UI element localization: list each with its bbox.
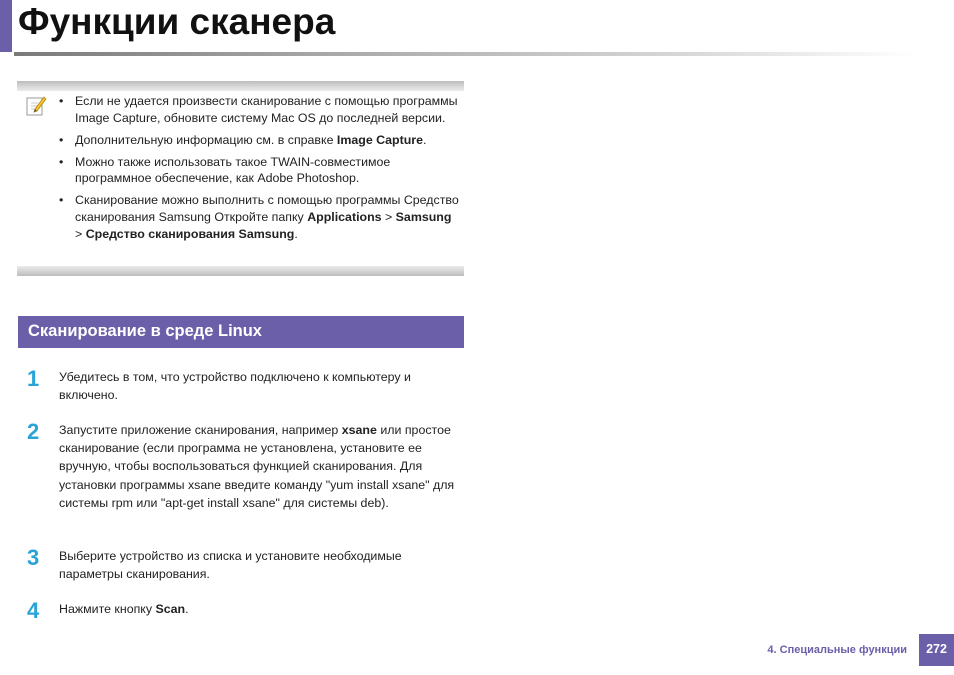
step-text-bold: Scan (155, 602, 186, 616)
note-pencil-icon (25, 95, 47, 117)
note-item-text: > (381, 210, 396, 225)
note-item-bold: Средство сканирования Samsung (85, 226, 295, 241)
note-item (57, 154, 461, 187)
note-item-text: . (294, 226, 298, 241)
note-item (57, 132, 461, 149)
title-divider (14, 52, 914, 56)
note-item-bold: Samsung (395, 210, 452, 225)
step-number: 3 (27, 545, 40, 570)
note-item-text: Можно также использовать такое TWAIN-совместимое программное обеспечение, как Adobe Photoshop. (75, 154, 391, 186)
note-box (17, 81, 464, 276)
step-text-part: . (185, 602, 189, 616)
note-top-rule (17, 81, 464, 91)
note-item-text: . (423, 132, 427, 147)
step-text-bold: xsane (341, 423, 377, 437)
page-title: Функции сканера (18, 1, 336, 42)
note-item-text: > (75, 226, 86, 241)
note-item-bold: Applications (307, 210, 382, 225)
step-number: 2 (27, 419, 40, 444)
note-list (57, 93, 461, 248)
footer-chapter-label: 4. Специальные функции (767, 644, 907, 656)
step-text (59, 600, 464, 618)
step-number: 1 (27, 366, 40, 391)
note-item-text: Если не удается произвести сканирование с помощью программы Image Capture, обновите систему Mac OS до последней версии. (75, 94, 458, 125)
note-item (57, 93, 461, 126)
note-item-text: Дополнительную информацию см. в справке (75, 132, 337, 147)
step-text-part: или простое сканирование (если программа не установлена, установите ее вручную, чтобы воспользоваться функцией сканирования. Для установки программы xsane введите команду "yum install xsane" для системы rpm или "apt-get install xsane" для системы deb). (59, 423, 455, 510)
note-bottom-rule (17, 266, 464, 276)
step-text-part: Нажмите кнопку (59, 602, 156, 616)
note-item (57, 192, 461, 242)
title-accent-bar (0, 0, 12, 52)
step-text-part: Запустите приложение сканирования, например (59, 423, 342, 437)
note-item-text: Сканирование можно выполнить с помощью программы Средство сканирования Samsung Откройте папку (75, 193, 459, 225)
step-text: Убедитесь в том, что устройство подключено к компьютеру и включено. (59, 370, 411, 403)
step-text: Выберите устройство из списка и установите необходимые параметры сканирования. (59, 549, 402, 582)
note-item-bold: Image Capture (336, 132, 423, 147)
section-header (18, 316, 464, 348)
section-title: Сканирование в среде Linux (28, 322, 262, 340)
page-number-badge: 272 (919, 634, 954, 666)
step-text (59, 421, 464, 512)
step-number: 4 (27, 598, 40, 623)
